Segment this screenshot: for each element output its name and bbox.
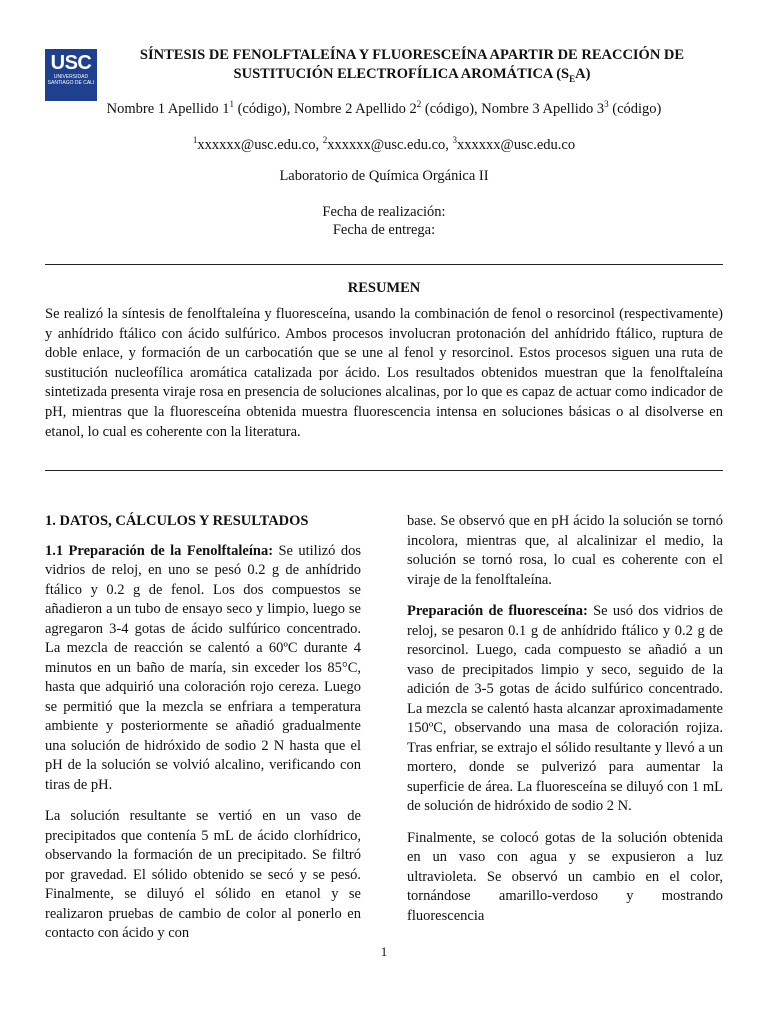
abstract-text: Se realizó la síntesis de fenolftaleína y fluoresceína, usando la combinación de fenol o resorcinol (respectivamente) y anhídrido ftálico con ácido sulfúrico. Ambos procesos involucran protonación del anhídrido ftálico, ruptura de doble enlace, y formación de un carbocatión que se une al fenol y resorcinol. Estos procesos siguen una ruta de sustitución nucleofílica aromática catalizada por ácido. Los resultados obtenidos muestran que la fenolftaleína sintetizada presenta viraje rosa en presencia de soluciones alcalinas, por lo que es capaz de actuar como indicador de pH, mientras que la fluoresceína obtenida muestra fluorescencia intensa en soluciones básicas o al disolverse en etanol, lo cual es coherente con la literatura. [45, 306, 723, 440]
author-email: xxxxxx@usc.edu.co [457, 136, 576, 153]
author-name: Nombre 2 Apellido 2 [293, 100, 417, 117]
author-email: xxxxxx@usc.edu.co, [327, 136, 453, 153]
logo-subtext: UNIVERSIDAD SANTIAGO DE CALI [47, 74, 95, 86]
section-heading: 1. DATOS, CÁLCULOS Y RESULTADOS [45, 513, 309, 529]
title-line-2: SUSTITUCIÓN ELECTROFÍLICA AROMÁTICA $(S_EA)$ [233, 66, 591, 84]
paragraph: base. Se observó que en pH ácido la solución se tornó incolora, mientras que, al alcalinizar el medio, la solución se tornó rosa, lo cual es coherente con el viraje de la fenolftaleína. [407, 513, 723, 588]
author-name: Nombre 3 Apellido 3 [481, 100, 605, 117]
lab-name: Laboratorio de Química Orgánica II [279, 168, 489, 184]
left-column [45, 512, 361, 956]
emails-line: $^1$xxxxxx@usc.edu.co, $^2$xxxxxx@usc.edu.co, $^3$xxxxxx@usc.edu.co [192, 135, 576, 153]
paragraph-fenolftaleina: 1.1 Preparación de la Fenolftaleína: Se utilizó dos vidrios de reloj, en uno se pesó 0.2 g de anhídrido ftálico y 0.2 g de fenol. Los dos compuestos se añadieron a un tubo de ensayo seco y limpio, luego se agregaron 3-4 gotas de ácido sulfúrico concentrado. La mezcla de reacción se calentó a 60ºC durante 4 minutos en un baño de maría, sin exceder los 85°C, hasta que adquirió una coloración rojo cereza. Luego se permitió que la mezcla se enfriara a temperatura ambiente y posteriormente se añadió gradualmente una solución de hidróxido de sodio 2 N hasta que el pH de la solución se volvió alcalino, verificando con tiras de pH. [45, 542, 361, 793]
right-column [407, 512, 723, 938]
divider-bottom [45, 470, 723, 471]
paragraph-fluoresceina: Preparación de fluoresceína: Se usó dos vidrios de reloj, se pesaron 0.1 g de anhídrido ftálico y 0.2 g de resorcinol. Luego, cada compuesto se añadió a un vaso de precipitados limpio y seco, seguido de la adición de 3-5 gotas de ácido sulfúrico concentrado. La mezcla se calentó hasta alcanzar aproximadamente 150ºC, observando una masa de coloración rojiza. Tras enfriar, se extrajo el sólido resultante y llevó a un mortero, donde se pulverizó para aumentar la superficie de área. La fluoresceína se diluyó con 1 mL de solución de hidróxido de sodio 2 N. [407, 603, 723, 814]
author-email: xxxxxx@usc.edu.co, [197, 136, 323, 153]
paragraph: Finalmente, se colocó gotas de la solución obtenida en un vaso con agua y se expusieron a luz ultravioleta. Se observó un cambio en el color, tornándose amarillo-verdoso y mostrando fluorescencia [407, 829, 723, 924]
logo-text: USC [50, 52, 92, 74]
university-logo [45, 49, 97, 101]
subsection-label: 1.1 Preparación de la Fenolftaleína: [45, 542, 274, 559]
author-name: Nombre 1 Apellido 1 [106, 100, 230, 117]
date-done-label: Fecha de realización: [322, 204, 446, 220]
title-line-1: SÍNTESIS DE FENOLFTALEÍNA Y FLUORESCEÍNA APARTIR DE REACCIÓN DE [139, 47, 685, 63]
document-title [112, 46, 712, 89]
divider-top [45, 264, 723, 265]
authors-line: Nombre 1 Apellido $1^1$ (código), Nombre 2 Apellido $2^2$ (código), Nombre 3 Apellido $3^3$ (código) [106, 99, 662, 117]
date-due-label: Fecha de entrega: [332, 222, 436, 238]
paragraph: La solución resultante se vertió en un vaso de precipitados que contenía 5 mL de ácido clorhídrico, observando la formación de un precipitado. Se filtró por gravedad. El sólido obtenido se secó y se pesó. Finalmente, se diluyó el sólido en etanol y se realizaron pruebas de cambio de color al ponerlo en contacto con ácido y con [45, 808, 361, 941]
page-number: 1 [380, 944, 388, 959]
abstract-heading: RESUMEN [347, 280, 421, 296]
subsection-label: Preparación de fluoresceína: [407, 603, 588, 619]
